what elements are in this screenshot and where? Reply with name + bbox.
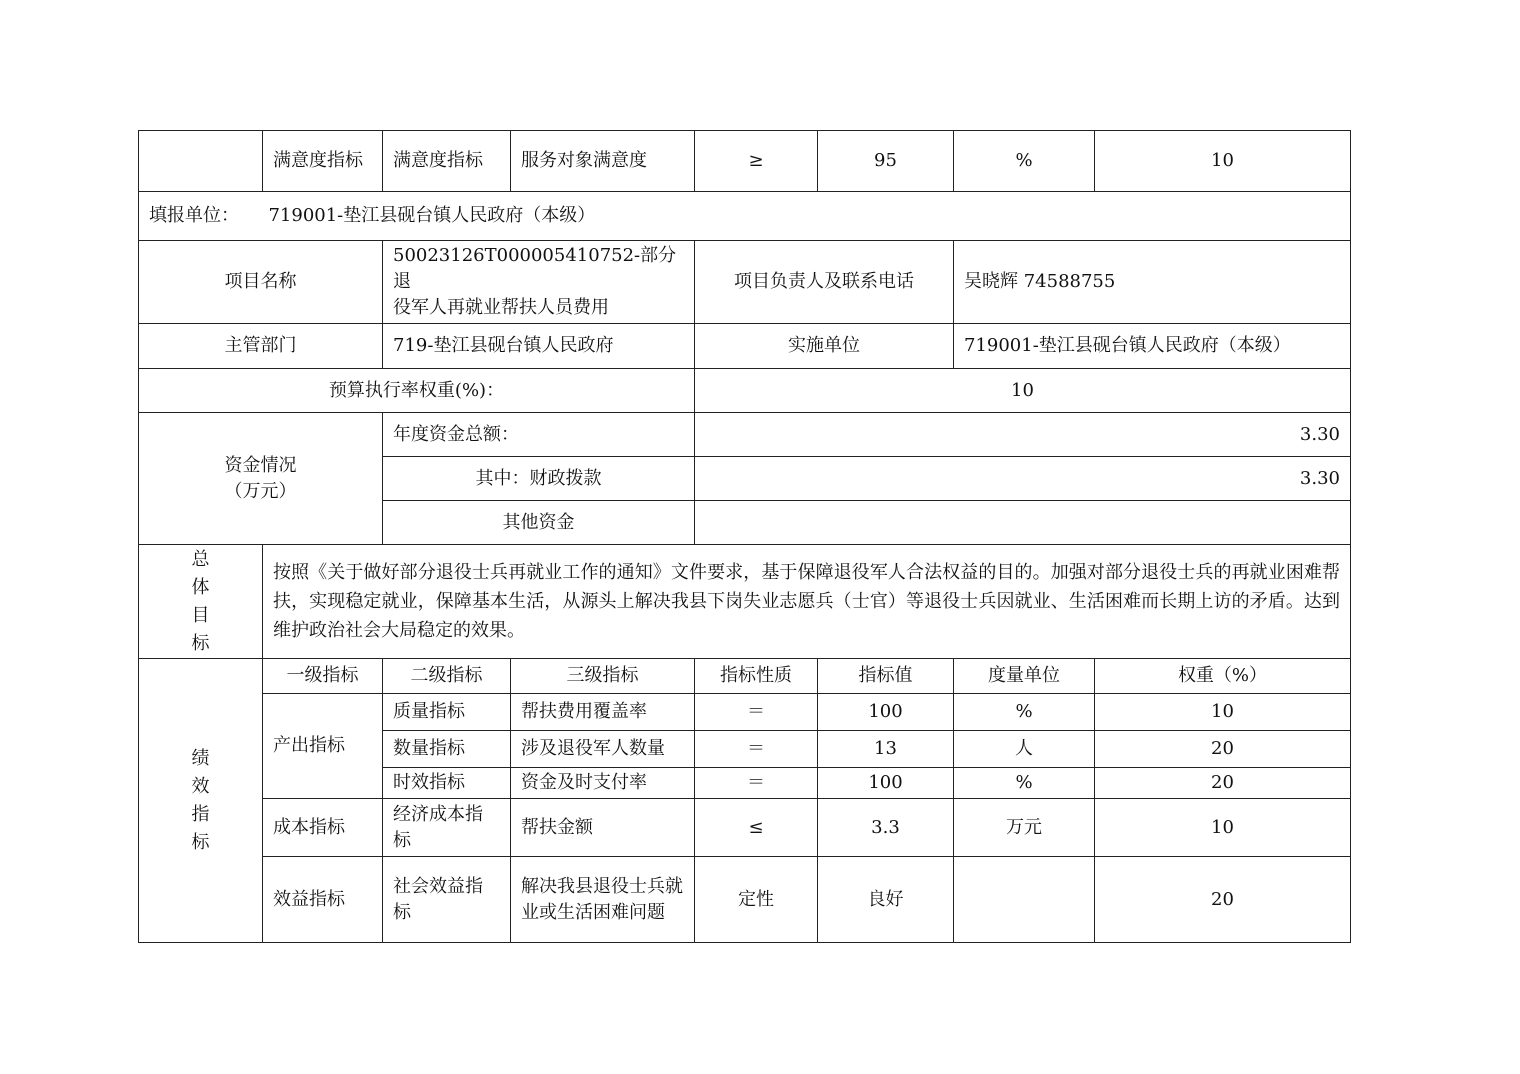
level2-cell: 数量指标: [383, 731, 511, 768]
level3-cell: 服务对象满意度: [511, 131, 695, 192]
fill-unit-value: 719001-垫江县砚台镇人民政府（本级）: [268, 205, 596, 226]
goal-text: 按照《关于做好部分退役士兵再就业工作的通知》文件要求，基于保障退役军人合法权益的目的。加强对部分退役士兵的再就业困难帮扶，实现稳定就业，保障基本生活，从源头上解决我县下岗失业志愿兵（士官）等退役士兵因就业、生活困难而长期上访的矛盾。达到维护政治社会大局稳定的效果。: [263, 545, 1351, 659]
level2-cell: 社会效益指标: [383, 857, 511, 943]
perf-label: [139, 659, 263, 943]
fill-unit-label: 填报单位：: [149, 205, 239, 226]
funds-label-line1: 资金情况: [224, 454, 297, 476]
header-level3: 三级指标: [511, 659, 695, 694]
header-level2: 二级指标: [383, 659, 511, 694]
impl-unit-label: 实施单位: [695, 324, 954, 369]
value-cell: 良好: [818, 857, 954, 943]
goal-label: [139, 545, 263, 659]
perf-label-char: 绩: [191, 747, 210, 769]
perf-label-char: 标: [191, 831, 210, 853]
goal-label-char: 体: [191, 576, 210, 598]
empty-cell: [139, 131, 263, 192]
weight-cell: 20: [1095, 857, 1351, 943]
goal-label-char: 目: [191, 604, 210, 626]
value-cell: 100: [818, 768, 954, 799]
level3-cell: 帮扶金额: [511, 799, 695, 857]
perf-header-row: [139, 659, 1351, 694]
funds-fiscal-value: 3.30: [695, 457, 1351, 501]
weight-cell: 20: [1095, 768, 1351, 799]
benefit-label: 效益指标: [263, 857, 383, 943]
level2-cell: 时效指标: [383, 768, 511, 799]
project-name-label: 项目名称: [139, 241, 383, 324]
dept-label: 主管部门: [139, 324, 383, 369]
table-row: [139, 857, 1351, 943]
unit-cell: 人: [954, 731, 1095, 768]
value-cell: 95: [818, 131, 954, 192]
level2-cell: 经济成本指标: [383, 799, 511, 857]
nature-cell: ≤: [695, 799, 818, 857]
weight-cell: 20: [1095, 731, 1351, 768]
level2-cell: 满意度指标: [383, 131, 511, 192]
level3-cell: 解决我县退役士兵就业或生活困难问题: [511, 857, 695, 943]
project-row: [139, 241, 1351, 324]
budget-rate-value: 10: [695, 369, 1351, 413]
funds-fiscal-label: 其中：财政拨款: [383, 457, 695, 501]
level3-cell: 涉及退役军人数量: [511, 731, 695, 768]
unit-cell: %: [954, 768, 1095, 799]
project-name-line1: 50023126T000005410752-部分退: [393, 245, 677, 292]
funds-other-label: 其他资金: [383, 501, 695, 545]
nature-cell: ＝: [695, 731, 818, 768]
cost-label: 成本指标: [263, 799, 383, 857]
value-cell: 3.3: [818, 799, 954, 857]
header-weight: 权重（%）: [1095, 659, 1351, 694]
unit-cell: 万元: [954, 799, 1095, 857]
header-nature: 指标性质: [695, 659, 818, 694]
level3-cell: 资金及时支付率: [511, 768, 695, 799]
fill-unit-row: [139, 192, 1351, 241]
project-name-line2: 役军人再就业帮扶人员费用: [393, 297, 609, 318]
goal-row: [139, 545, 1351, 659]
fill-unit-cell: [139, 192, 1351, 241]
project-leader-value: 吴晓辉 74588755: [954, 241, 1351, 324]
funds-label-line2: （万元）: [224, 480, 297, 502]
nature-cell: ≥: [695, 131, 818, 192]
funds-total-value: 3.30: [695, 413, 1351, 457]
budget-rate-label: 预算执行率权重(%)：: [139, 369, 695, 413]
dept-value: 719-垫江县砚台镇人民政府: [383, 324, 695, 369]
value-cell: 13: [818, 731, 954, 768]
funds-other-value: [695, 501, 1351, 545]
nature-cell: ＝: [695, 694, 818, 731]
level2-cell: 质量指标: [383, 694, 511, 731]
weight-cell: 10: [1095, 799, 1351, 857]
unit-cell: [954, 857, 1095, 943]
nature-cell: 定性: [695, 857, 818, 943]
level1-cell: 满意度指标: [263, 131, 383, 192]
table-row: [139, 694, 1351, 731]
budget-rate-row: [139, 369, 1351, 413]
perf-label-char: 指: [191, 803, 210, 825]
unit-cell: %: [954, 131, 1095, 192]
perf-label-char: 效: [191, 775, 210, 797]
header-unit: 度量单位: [954, 659, 1095, 694]
satisfaction-row: [139, 131, 1351, 192]
funds-total-row: [139, 413, 1351, 457]
nature-cell: ＝: [695, 768, 818, 799]
header-value: 指标值: [818, 659, 954, 694]
goal-label-char: 标: [191, 632, 210, 654]
goal-label-char: 总: [191, 548, 210, 570]
project-name-value: [383, 241, 695, 324]
weight-cell: 10: [1095, 131, 1351, 192]
impl-unit-value: 719001-垫江县砚台镇人民政府（本级）: [954, 324, 1351, 369]
dept-row: [139, 324, 1351, 369]
output-label: 产出指标: [263, 694, 383, 799]
table-row: [139, 799, 1351, 857]
funds-label: [139, 413, 383, 545]
value-cell: 100: [818, 694, 954, 731]
project-leader-label: 项目负责人及联系电话: [695, 241, 954, 324]
funds-total-label: 年度资金总额：: [383, 413, 695, 457]
unit-cell: %: [954, 694, 1095, 731]
level3-cell: 帮扶费用覆盖率: [511, 694, 695, 731]
weight-cell: 10: [1095, 694, 1351, 731]
header-level1: 一级指标: [263, 659, 383, 694]
performance-table: [138, 130, 1351, 943]
